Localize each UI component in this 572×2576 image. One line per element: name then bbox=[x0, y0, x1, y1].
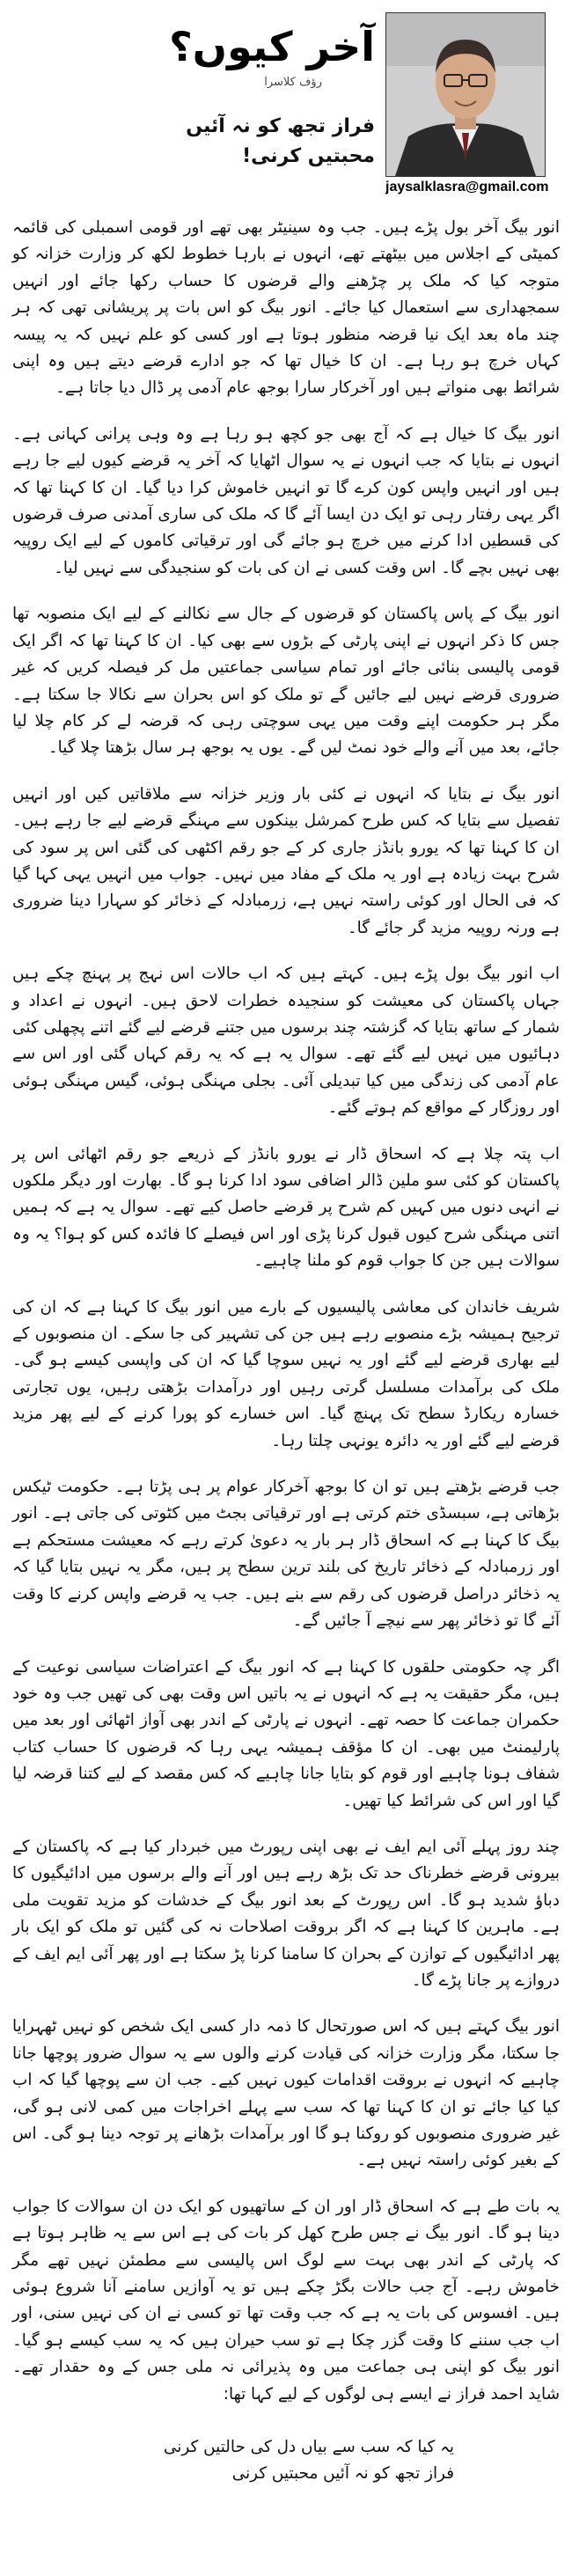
couplet-line: فراز تجھ کو نہ آئیں محبتیں کرنی bbox=[231, 2464, 454, 2484]
author-email: jaysalklasra@gmail.com bbox=[385, 180, 549, 194]
paragraph: شریف خاندان کی معاشی پالیسیوں کے بارے میں انور بیگ کا کہنا ہے کہ ان کی ترجیح ہمیشہ بڑے منصوبے رہے ہیں جن کی تشہیر کی جا سکے۔ ان منصوبوں کے لیے بھاری قرضے لیے گئے اور یہ نہیں سوچا گیا کہ ان کی واپسی کیسے ہو گی۔ ملک کی برآمدات مسلسل گرتی رہیں اور درآمدات بڑھتی رہیں، یوں تجارتی خسارہ ریکارڈ سطح تک پہنچ گیا۔ اس خسارے کو پورا کرنے کے لیے پھر مزید قرضے لیے گئے اور یہ دائرہ یونہی چلتا رہا۔ bbox=[12, 1297, 560, 1450]
paragraph: یہ بات طے ہے کہ اسحاق ڈار اور ان کے ساتھیوں کو ایک دن ان سوالات کا جواب دینا ہو گا۔ انور بیگ نے جس طرح کھل کر بات کی ہے اس سے یہ ظاہر ہوتا ہے کہ پارٹی کے اندر بھی بہت سے لوگ اس پالیسی سے مطمئن نہیں تھے مگر خاموش رہے۔ آج جب حالات بگڑ چکے ہیں تو یہ آوازیں سامنے آنا شروع ہوئی ہیں۔ افسوس کی بات یہ ہے کہ جب وقت تھا تو کسی نے ان کی نہیں سنی، اور اب جب سننے کا وقت گزر چکا ہے تو سب حیران ہیں کہ یہ سب کیسے ہو گیا۔ انور بیگ کو اپنی ہی جماعت میں وہ پذیرائی نہ ملی جس کے وہ حقدار تھے۔ شاید احمد فراز نے ایسے ہی لوگوں کے لیے کہا تھا: bbox=[12, 2197, 560, 2404]
paragraph: انور بیگ نے بتایا کہ انہوں نے کئی بار وزیر خزانہ سے ملاقاتیں کیں اور انہیں تفصیل سے بتایا کہ کس طرح کمرشل بینکوں سے مہنگے قرضے لیے جا رہے ہیں۔ ان کا کہنا تھا کہ یورو بانڈز جاری کر کے جو رقم اکٹھی کی گئی اس پر سود کی شرح بہت زیادہ ہے اور یہ ملک کے مفاد میں نہیں۔ جواب میں انہیں یہی کہا گیا کہ فی الحال اور کوئی راستہ نہیں ہے، زرمبادلہ کے ذخائر کو سہارا دینا ضروری ہے ورنہ روپیہ مزید گر جائے گا۔ bbox=[12, 784, 560, 937]
closing-couplet bbox=[12, 2434, 560, 2487]
paragraph: جب قرضے بڑھتے ہیں تو ان کا بوجھ آخرکار عوام پر ہی پڑتا ہے۔ حکومت ٹیکس بڑھاتی ہے، سبسڈی ختم کرتی ہے اور ترقیاتی بجٹ میں کٹوتی کی جاتی ہے۔ انور بیگ کا کہنا ہے کہ اسحاق ڈار ہر بار یہ دعویٰ کرتے رہے کہ معیشت مستحکم ہے اور زرمبادلہ کے ذخائر تاریخ کی بلند ترین سطح پر ہیں، مگر یہ نہیں بتایا گیا کہ یہ ذخائر دراصل قرضوں کی رقم سے بنے ہیں۔ جب یہ قرضے واپس کرنے کا وقت آئے گا تو ذخائر پھر سے نیچے آ جائیں گے۔ bbox=[12, 1478, 560, 1631]
paragraph: انور بیگ کہتے ہیں کہ اس صورتحال کا ذمہ دار کسی ایک شخص کو نہیں ٹھہرایا جا سکتا، مگر وزارت خزانہ کی قیادت کرنے والوں سے یہ سوال ضرور پوچھا جانا چاہیے کہ انہوں نے بروقت اقدامات کیوں نہیں کیے۔ جب ان سے پوچھا گیا کہ اب کیا کیا جائے تو ان کا کہنا تھا کہ سب سے پہلے اخراجات میں کمی لانی ہو گی، غیر ضروری منصوبوں کو روکنا ہو گا اور برآمدات بڑھانے پر توجہ دینا ہو گی۔ اس کے بغیر کوئی راستہ نہیں ہے۔ bbox=[12, 2017, 560, 2170]
paragraph: چند روز پہلے آئی ایم ایف نے بھی اپنی رپورٹ میں خبردار کیا ہے کہ پاکستان کے بیرونی قرضے خطرناک حد تک بڑھ رہے ہیں اور آنے والے برسوں میں ادائیگیوں کا دباؤ شدید ہو گا۔ اس رپورٹ کے بعد انور بیگ کے خدشات کو مزید تقویت ملی ہے۔ ماہرین کا کہنا ہے کہ اگر بروقت اصلاحات نہ کی گئیں تو ملک کو ایک بار پھر ادائیگیوں کے توازن کے بحران کا سامنا کرنا پڑ سکتا ہے اور پھر آئی ایم ایف کے دروازے پر جانا پڑے گا۔ bbox=[12, 1837, 560, 1990]
author-byline: رؤف کلاسرا bbox=[264, 76, 322, 89]
heading-block bbox=[146, 21, 375, 172]
paragraph: انور بیگ آخر بول پڑے ہیں۔ جب وہ سینیٹر بھی تھے اور قومی اسمبلی کی قائمہ کمیٹی کے اجلاس میں بیٹھتے تھے، انہوں نے بارہا خطوط لکھ کر وزارت خزانہ کو متوجہ کیا کہ ملک پر چڑھنے والے قرضوں کا حساب رکھا جائے اور انہیں سمجھداری سے استعمال کیا جائے۔ انور بیگ کو اس بات پر پریشانی تھی کہ ہر چند ماہ بعد ایک نیا قرضہ منظور ہوتا ہے اور کسی کو علم نہیں کہ یہ پیسہ کہاں خرچ ہو رہا ہے۔ ان کا خیال تھا کہ جو ادارے قرضے دیتے ہیں وہ اپنی شرائط بھی منواتے ہیں اور آخرکار سارا بوجھ عام آدمی پر ڈال دیا جاتا ہے۔ bbox=[12, 218, 560, 398]
paragraph: اب پتہ چلا ہے کہ اسحاق ڈار نے یورو بانڈز کے ذریعے جو رقم اٹھائی اس پر پاکستان کو کئی سو ملین ڈالر اضافی سود ادا کرنا ہو گا۔ بھارت اور دیگر ملکوں نے انہی دنوں میں کہیں کم شرح پر قرضے حاصل کیے تھے۔ سوال یہ ہے کہ ہمیں اتنی مہنگی شرح کیوں قبول کرنا پڑی اور اس فیصلے کا فائدہ کس کو ہوا؟ یہ وہ سوالات ہیں جن کا جواب قوم کو ملنا چاہیے۔ bbox=[12, 1144, 560, 1271]
column-header bbox=[12, 0, 560, 215]
paragraph: انور بیگ کے پاس پاکستان کو قرضوں کے جال سے نکالنے کے لیے ایک منصوبہ تھا جس کا ذکر انہوں نے اپنی پارٹی کے بڑوں سے بھی کیا۔ ان کا کہنا تھا کہ اگر ایک قومی پالیسی بنائی جائے اور تمام سیاسی جماعتیں مل کر فیصلہ کریں کہ غیر ضروری قرضے نہیں لیے جائیں گے تو ملک کو اس بحران سے نکالا جا سکتا ہے۔ مگر ہر حکومت اپنے وقت میں یہی سوچتی رہی کہ قرضہ لے کر کام چلا لیا جائے، بعد میں آنے والے خود نمٹ لیں گے۔ یوں یہ بوجھ ہر سال بڑھتا چلا گیا۔ bbox=[12, 605, 560, 758]
paragraph: اگر چہ حکومتی حلقوں کا کہنا ہے کہ انور بیگ کے اعتراضات سیاسی نوعیت کے ہیں، مگر حقیقت یہ ہے کہ انہوں نے یہ باتیں اس وقت بھی کی تھیں جب وہ خود حکمران جماعت کا حصہ تھے۔ انہوں نے پارٹی کے اندر بھی آواز اٹھائی اور بعد میں پارلیمنٹ میں بھی۔ ان کا مؤقف ہمیشہ یہی رہا کہ قرضوں کا حساب کتاب شفاف ہونا چاہیے اور قوم کو بتایا جانا چاہیے کہ کس مقصد کے لیے کتنا قرضہ لیا گیا اور اس کی شرائط کیا تھیں۔ bbox=[12, 1657, 560, 1810]
article-title: فراز تجھ کو نہ آئیں محبتیں کرنی! bbox=[186, 115, 375, 167]
author-portrait-image bbox=[386, 13, 545, 176]
couplet-line: یہ کیا کہ سب سے بیاں دل کی حالتیں کرنی bbox=[163, 2438, 454, 2457]
article-body bbox=[12, 215, 560, 2487]
author-photo bbox=[385, 12, 546, 177]
paragraph: انور بیگ کا خیال ہے کہ آج بھی جو کچھ ہو رہا ہے وہ وہی پرانی کہانی ہے۔ انہوں نے بتایا کہ جب انہوں نے یہ سوال اٹھایا کہ آخر یہ قرضے کیوں لیے جا رہے ہیں اور انہیں واپس کون کرے گا تو انہیں خاموش کرا دیا گیا۔ ان کا کہنا تھا کہ اگر یہی رفتار رہی تو ایک دن ایسا آئے گا کہ ملک کی ساری آمدنی صرف قرضوں کی قسطیں ادا کرنے میں خرچ ہو جائے گی اور ترقیاتی کاموں کے لیے ایک روپیہ بھی نہیں بچے گا۔ اس وقت کسی نے ان کی بات کو سنجیدگی سے نہیں لیا۔ bbox=[12, 424, 560, 577]
column-title: آخر کیوں؟ bbox=[169, 23, 375, 70]
paragraph: اب انور بیگ بول پڑے ہیں۔ کہتے ہیں کہ اب حالات اس نہج پر پہنچ چکے ہیں جہاں پاکستان کی معیشت کو سنجیدہ خطرات لاحق ہیں۔ انہوں نے اعداد و شمار کے ساتھ بتایا کہ گزشتہ چند برسوں میں جتنے قرضے لیے گئے اتنے پچھلی کئی دہائیوں میں نہیں لیے گئے تھے۔ سوال یہ ہے کہ یہ رقم کہاں گئی اور اس سے عام آدمی کی زندگی میں کیا تبدیلی آئی۔ بجلی مہنگی ہوئی، گیس مہنگی ہوئی اور روزگار کے مواقع کم ہوتے گئے۔ bbox=[12, 965, 560, 1118]
